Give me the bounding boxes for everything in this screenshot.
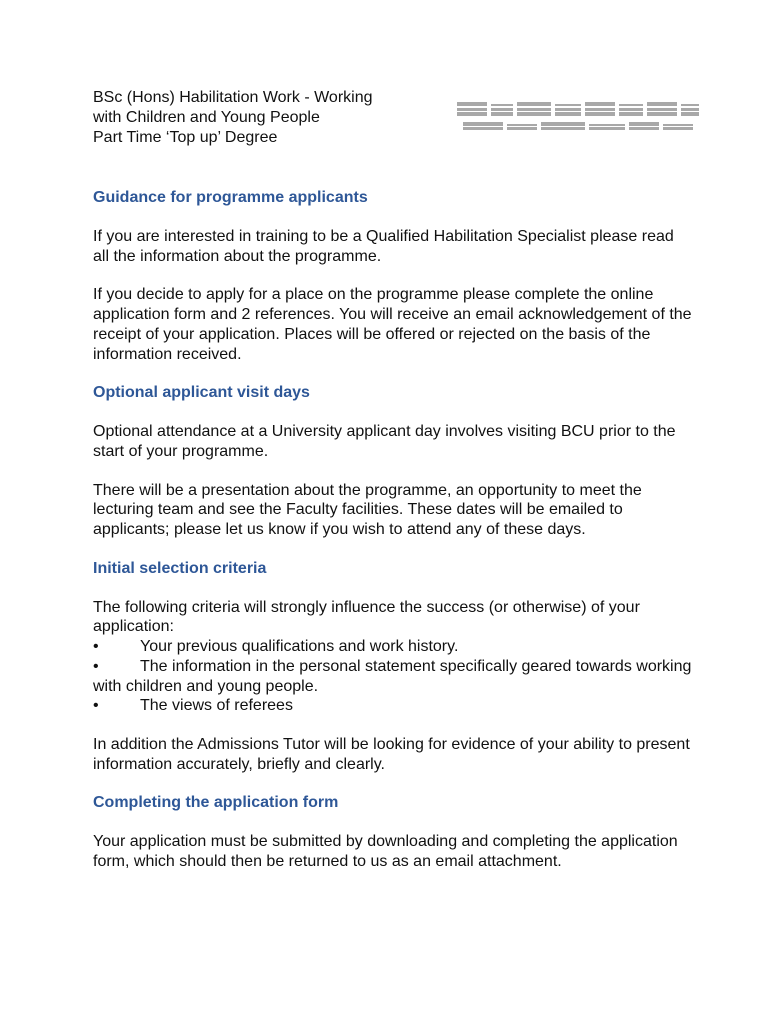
paragraph: If you decide to apply for a place on the programme please complete the online application form and 2 references. You will receive an email acknowledgement of the receipt of your application. Places will be offered or rejected on the basis of the information received. xyxy=(93,286,692,363)
list-item xyxy=(93,696,693,716)
document-page xyxy=(93,88,693,872)
title-line: with Children and Young People xyxy=(93,109,320,126)
list-item-text: The information in the personal statement specifically geared towards working with children and young people. xyxy=(93,657,692,695)
list-item-text: Your previous qualifications and work history. xyxy=(140,638,459,656)
paragraph: In addition the Admissions Tutor will be looking for evidence of your ability to present information accurately, briefly and clearly. xyxy=(93,735,690,773)
title-line: Part Time ‘Top up’ Degree xyxy=(93,129,278,146)
list-item xyxy=(93,637,693,657)
paragraph: If you are interested in training to be a Qualified Habilitation Specialist please read all the information about the programme. xyxy=(93,228,674,265)
list-item xyxy=(93,657,693,696)
list-item-text: The views of referees xyxy=(140,697,293,715)
bullet-icon: • xyxy=(93,638,99,656)
paragraph: There will be a presentation about the programme, an opportunity to meet the lecturing team and see the Faculty facilities. These dates will be emailed to applicants; please let us know if you wish to attend any of these days. xyxy=(93,481,642,539)
title-line: BSc (Hons) Habilitation Work - Working xyxy=(93,89,373,106)
bullet-icon: • xyxy=(93,697,99,715)
paragraph: Your application must be submitted by downloading and completing the application form, which should then be returned to us as an email attachment. xyxy=(93,833,678,871)
document-header xyxy=(93,88,693,148)
paragraph: The following criteria will strongly influence the success (or otherwise) of your application: xyxy=(93,598,640,636)
section-heading: Completing the application form xyxy=(93,794,339,812)
bullet-icon: • xyxy=(93,657,99,675)
section-heading: Optional applicant visit days xyxy=(93,384,310,402)
paragraph: Optional attendance at a University applicant day involves visiting BCU prior to the start of your programme. xyxy=(93,423,676,460)
section-heading: Guidance for programme applicants xyxy=(93,189,368,206)
section-heading: Initial selection criteria xyxy=(93,559,267,577)
university-logo-icon xyxy=(455,98,701,142)
